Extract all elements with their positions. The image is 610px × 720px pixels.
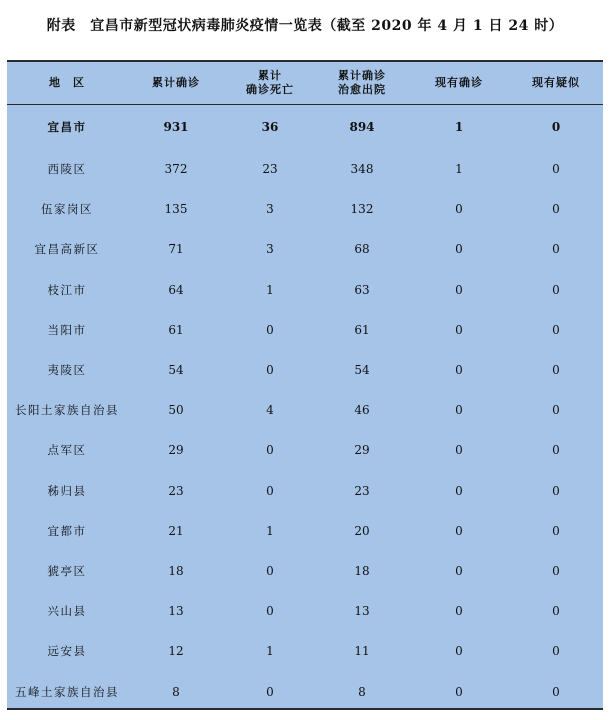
cell-region: 宜昌高新区: [34, 242, 100, 257]
cell-cured: 23: [354, 483, 370, 498]
cell-deaths: 0: [266, 604, 274, 619]
cell-cured: 18: [354, 563, 370, 578]
cell-suspected: 0: [552, 403, 560, 418]
cell-confirmed: 12: [168, 644, 184, 659]
cell-cured: 13: [354, 604, 370, 619]
cell-confirmed: 50: [168, 403, 184, 418]
table-row: [7, 551, 603, 591]
cell-current: 0: [455, 483, 463, 498]
cell-current: 0: [455, 604, 463, 619]
page-title: 附表 宜昌市新型冠状病毒肺炎疫情一览表（截至 2020 年 4 月 1 日 24 时）: [46, 18, 564, 34]
cell-cured: 11: [354, 644, 370, 659]
cell-region: 长阳土家族自治县: [15, 403, 119, 418]
cell-region: 兴山县: [47, 604, 87, 619]
cell-cured: 63: [354, 282, 370, 297]
cell-confirmed: 135: [164, 202, 188, 217]
cell-confirmed: 18: [168, 563, 184, 578]
cell-suspected: 0: [552, 363, 560, 378]
table-row: [7, 631, 603, 671]
cell-confirmed: 29: [168, 443, 184, 458]
cell-suspected: 0: [552, 322, 560, 337]
cell-cured: 8: [358, 684, 366, 699]
cell-current: 0: [455, 563, 463, 578]
table-body: [7, 105, 603, 712]
cell-confirmed: 8: [172, 684, 180, 699]
cell-current: 1: [455, 162, 463, 177]
cell-cured: 54: [354, 363, 370, 378]
cell-region: 宜昌市: [47, 120, 87, 134]
cell-cured: 894: [349, 120, 375, 134]
cell-deaths: 0: [266, 322, 274, 337]
header-deaths-line2: 确诊死亡: [246, 83, 294, 96]
table-row: [7, 390, 603, 430]
header-confirmed: 累计确诊: [127, 62, 225, 105]
cell-current: 1: [454, 120, 464, 134]
cell-deaths: 0: [266, 563, 274, 578]
cell-cured: 68: [354, 242, 370, 257]
cell-region: 当阳市: [47, 322, 87, 337]
cell-deaths: 1: [266, 523, 274, 538]
cell-confirmed: 71: [168, 242, 184, 257]
cell-region: 五峰土家族自治县: [15, 684, 119, 699]
cell-current: 0: [455, 242, 463, 257]
cell-confirmed: 931: [163, 120, 189, 134]
cell-region: 夷陵区: [47, 363, 87, 378]
cell-confirmed: 23: [168, 483, 184, 498]
cell-suspected: 0: [552, 282, 560, 297]
cell-suspected: 0: [552, 604, 560, 619]
cell-region: 西陵区: [47, 162, 87, 177]
cell-current: 0: [455, 282, 463, 297]
cell-confirmed: 21: [168, 523, 184, 538]
table-row: [7, 511, 603, 551]
cell-deaths: 0: [266, 443, 274, 458]
table-row: [7, 189, 603, 229]
cell-deaths: 3: [266, 242, 274, 257]
cell-suspected: 0: [552, 162, 560, 177]
cell-suspected: 0: [552, 644, 560, 659]
cell-current: 0: [455, 363, 463, 378]
epidemic-table: [7, 62, 603, 712]
table-row: [7, 149, 603, 189]
cell-confirmed: 372: [164, 162, 188, 177]
cell-current: 0: [455, 443, 463, 458]
header-deaths: [225, 62, 315, 105]
cell-cured: 61: [354, 322, 370, 337]
cell-deaths: 3: [266, 202, 274, 217]
cell-cured: 20: [354, 523, 370, 538]
table-row: [7, 591, 603, 631]
cell-cured: 46: [354, 403, 370, 418]
cell-region: 秭归县: [47, 483, 87, 498]
cell-deaths: 0: [266, 363, 274, 378]
cell-suspected: 0: [551, 120, 561, 134]
epidemic-table-container: [7, 60, 603, 710]
cell-confirmed: 64: [168, 282, 184, 297]
cell-current: 0: [455, 322, 463, 337]
cell-confirmed: 13: [168, 604, 184, 619]
table-row: [7, 471, 603, 511]
cell-deaths: 0: [266, 483, 274, 498]
table-row-total: [7, 105, 603, 150]
cell-deaths: 36: [261, 120, 279, 134]
table-row: [7, 430, 603, 470]
table-row: [7, 270, 603, 310]
table-row: [7, 310, 603, 350]
cell-suspected: 0: [552, 443, 560, 458]
header-current: 现有确诊: [409, 62, 509, 105]
cell-suspected: 0: [552, 684, 560, 699]
header-region: 地 区: [7, 62, 127, 105]
cell-confirmed: 61: [168, 322, 184, 337]
cell-cured: 348: [350, 162, 374, 177]
cell-current: 0: [455, 403, 463, 418]
cell-region: 伍家岗区: [41, 202, 93, 217]
cell-deaths: 1: [266, 644, 274, 659]
header-cured: [315, 62, 409, 105]
table-row: [7, 229, 603, 269]
cell-cured: 29: [354, 443, 370, 458]
table-header-row: [7, 62, 603, 105]
cell-region: 宜都市: [47, 523, 87, 538]
cell-deaths: 0: [266, 684, 274, 699]
cell-current: 0: [455, 202, 463, 217]
cell-deaths: 4: [266, 403, 274, 418]
cell-suspected: 0: [552, 202, 560, 217]
cell-region: 枝江市: [47, 282, 87, 297]
cell-region: 点军区: [47, 443, 87, 458]
cell-current: 0: [455, 684, 463, 699]
table-row: [7, 671, 603, 711]
cell-deaths: 23: [262, 162, 278, 177]
cell-suspected: 0: [552, 242, 560, 257]
cell-region: 猇亭区: [47, 563, 87, 578]
cell-current: 0: [455, 644, 463, 659]
table-row: [7, 350, 603, 390]
cell-cured: 132: [350, 202, 374, 217]
cell-deaths: 1: [266, 282, 274, 297]
header-deaths-line1: 累计: [258, 69, 282, 82]
cell-region: 远安县: [47, 644, 87, 659]
header-suspected: 现有疑似: [509, 62, 603, 105]
header-cured-line2: 治愈出院: [338, 83, 386, 96]
cell-suspected: 0: [552, 563, 560, 578]
header-cured-line1: 累计确诊: [338, 69, 386, 82]
cell-confirmed: 54: [168, 363, 184, 378]
cell-suspected: 0: [552, 483, 560, 498]
cell-suspected: 0: [552, 523, 560, 538]
cell-current: 0: [455, 523, 463, 538]
